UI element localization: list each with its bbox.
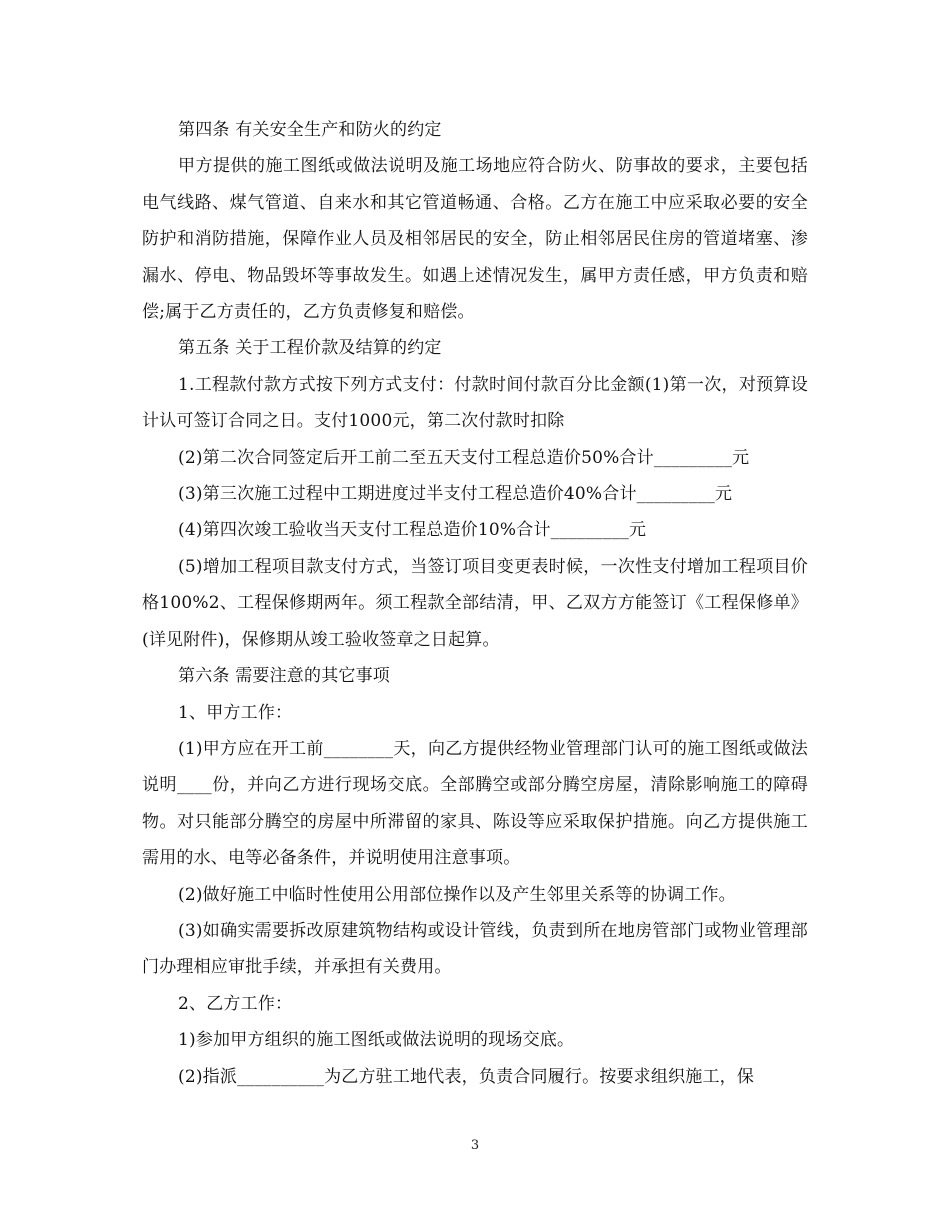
payment-item-5: (5)增加工程项目款支付方式，当签订项目变更表时候，一次性支付增加工程项目价格100%2、工程保修期两年。须工程款全部结清，甲、乙双方方能签订《工程保修单》(详见附件)，保修期从竣工验收签章之日起算。 (142, 556, 808, 650)
payment-method-paragraph: 1.工程款付款方式按下列方式支付：付款时间付款百分比金额(1)第一次，对预算设计认可签订合同之日。支付1000元，第二次付款时扣除 (142, 374, 808, 432)
party-b-item-2: (2)指派__________为乙方驻工地代表，负责合同履行。按要求组织施工，保 (178, 1066, 755, 1087)
party-b-work-heading: 2、乙方工作： (178, 993, 293, 1014)
party-a-item-1: (1)甲方应在开工前________天，向乙方提供经物业管理部门认可的施工图纸或做法说明____份，并向乙方进行现场交底。全部腾空或部分腾空房屋，清除影响施工的障碍物。对只能部分腾空的房屋中所滞留的家具、陈设等应采取保护措施。向乙方提供施工需用的水、电等必备条件，并说明使用注意事项。 (142, 738, 808, 869)
party-a-item-2: (2)做好施工中临时性使用公用部位操作以及产生邻里关系等的协调工作。 (178, 884, 736, 905)
payment-item-3: (3)第三次施工过程中工期进度过半支付工程总造价40%合计_________元 (178, 484, 733, 505)
payment-item-2: (2)第二次合同签定后开工前二至五天支付工程总造价50%合计_________元 (178, 447, 750, 468)
article-4-paragraph: 甲方提供的施工图纸或做法说明及施工场地应符合防火、防事故的要求，主要包括电气线路、煤气管道、自来水和其它管道畅通、合格。乙方在施工中应采取必要的安全防护和消防措施，保障作业人员及相邻居民的安全，防止相邻居民住房的管道堵塞、渗漏水、停电、物品毁坏等事故发生。如遇上述情况发生，属甲方责任感，甲方负责和赔偿;属于乙方责任的，乙方负责修复和赔偿。 (142, 156, 808, 323)
party-a-item-3: (3)如确实需要拆改原建筑物结构或设计管线，负责到所在地房管部门或物业管理部门办理相应审批手续，并承担有关费用。 (142, 920, 808, 978)
document-body (142, 112, 808, 1095)
party-b-item-1: 1)参加甲方组织的施工图纸或做法说明的现场交底。 (178, 1030, 575, 1051)
party-a-work-heading: 1、甲方工作： (178, 702, 293, 723)
payment-item-4: (4)第四次竣工验收当天支付工程总造价10%合计_________元 (178, 520, 647, 541)
article-5-heading: 第五条 关于工程价款及结算的约定 (178, 338, 442, 359)
article-6-heading: 第六条 需要注意的其它事项 (178, 666, 391, 687)
page-number: 3 (470, 1138, 480, 1153)
article-4-heading: 第四条 有关安全生产和防火的约定 (178, 120, 442, 140)
